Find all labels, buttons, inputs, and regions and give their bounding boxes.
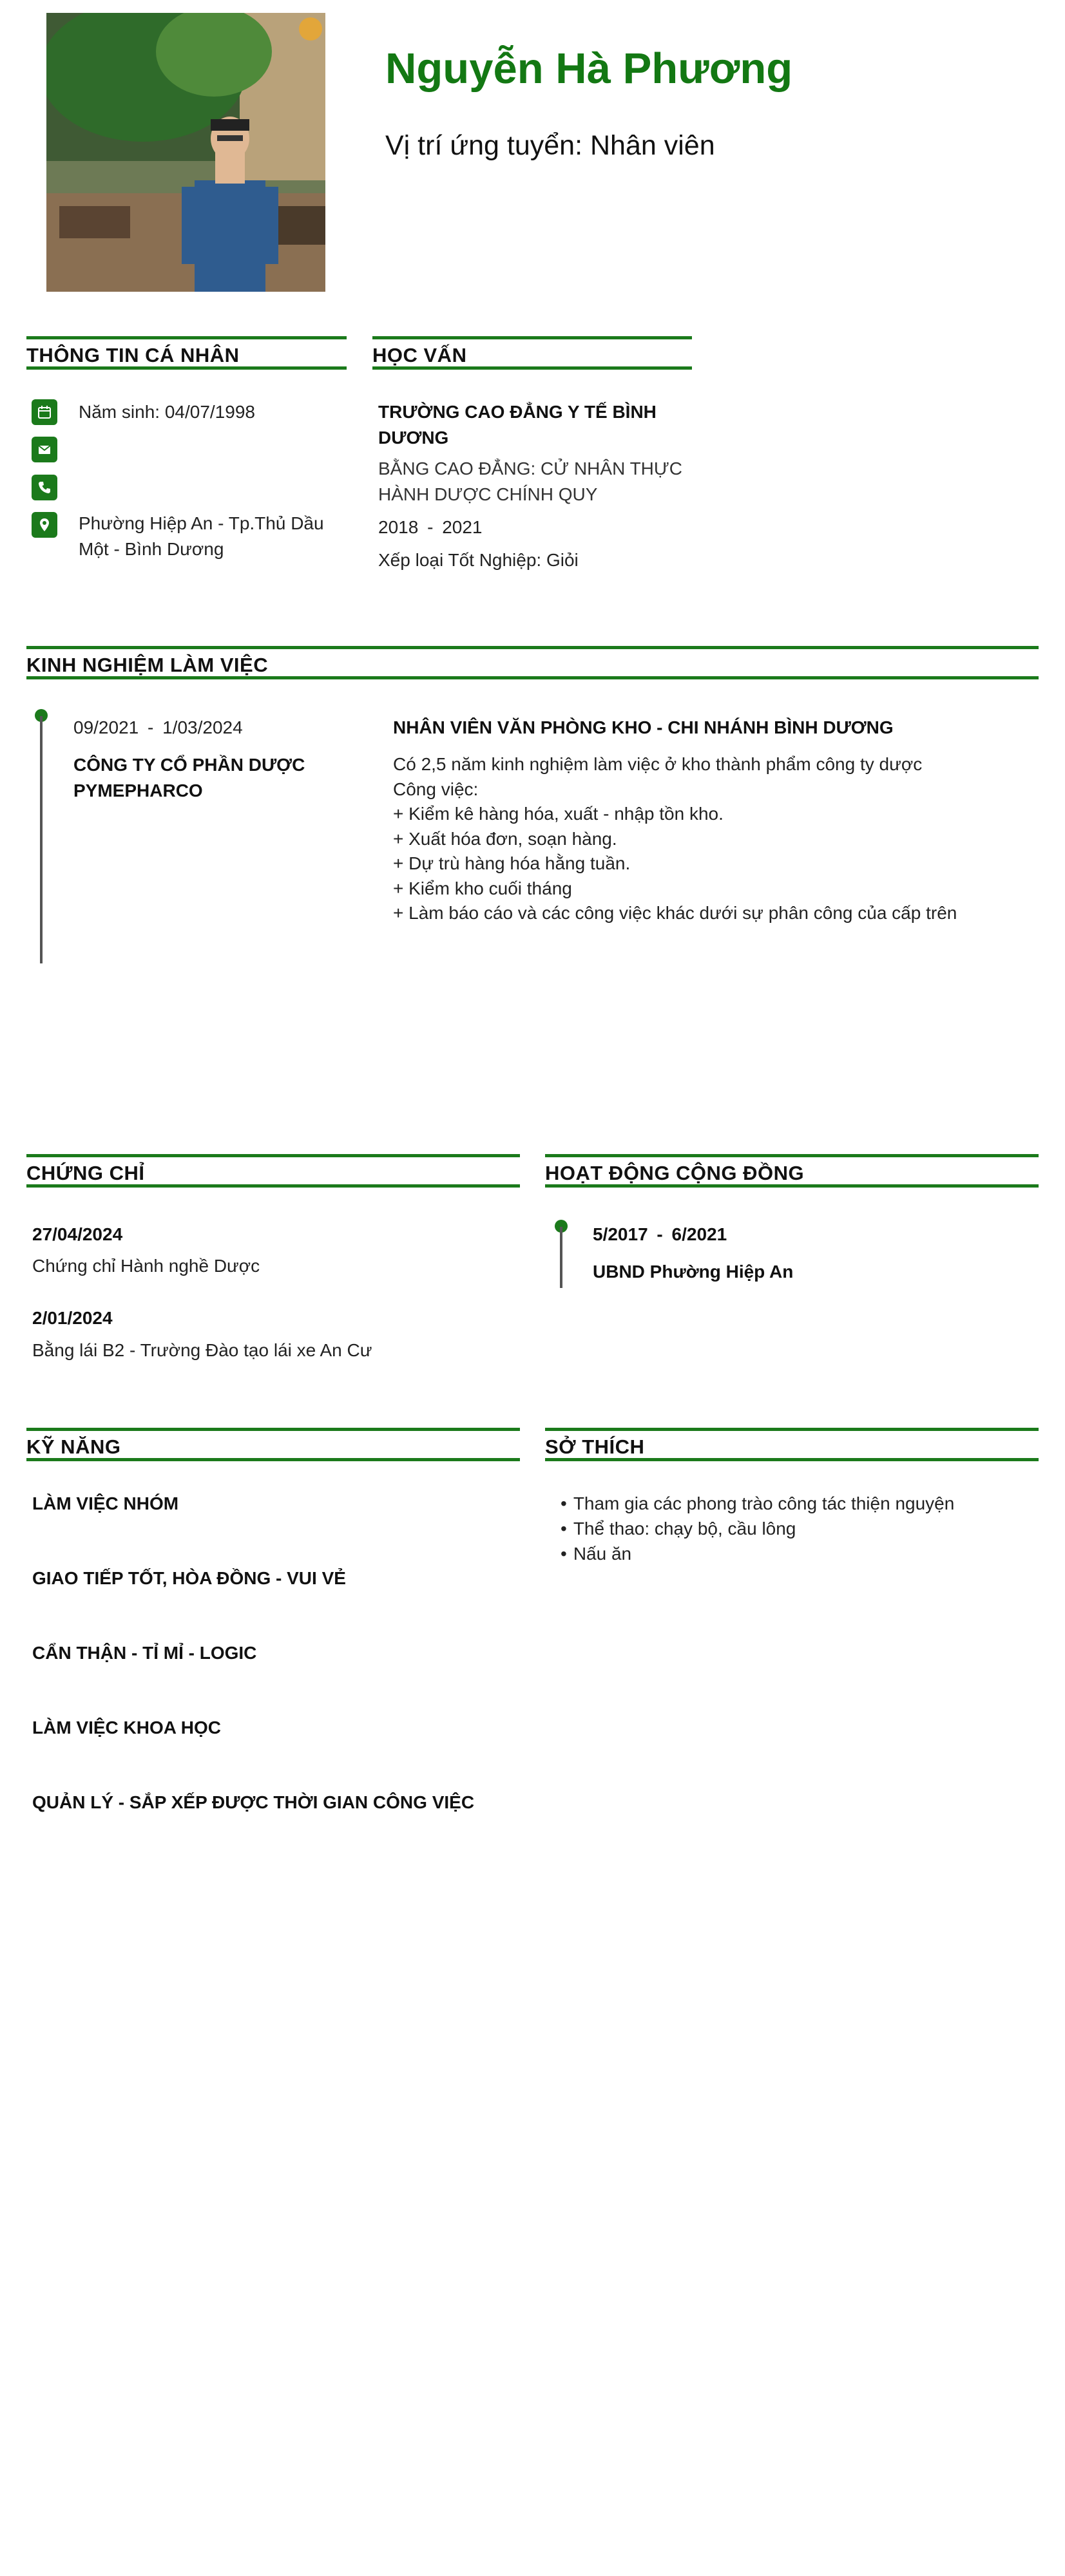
community-section-title: HOẠT ĐỘNG CỘNG ĐỒNG [545,1154,1039,1188]
skill-item: LÀM VIỆC KHOA HỌC [32,1718,221,1738]
education-grade: Xếp loại Tốt Nghiệp: Giỏi [378,550,579,570]
job-detail-line: + Kiểm kê hàng hóa, xuất - nhập tồn kho. [393,804,724,824]
hobby-item [561,1541,954,1566]
experience-end: 1/03/2024 [162,717,243,737]
hobby-item [561,1491,954,1516]
personal-section-title: THÔNG TIN CÁ NHÂN [26,336,347,370]
hobbies-section-title: SỞ THÍCH [545,1428,1039,1461]
job-detail-line: + Làm báo cáo và các công việc khác dưới sự phân công của cấp trên [393,903,957,923]
certificate-date: 2/01/2024 [32,1308,113,1328]
company-line-1: CÔNG TY CỔ PHẦN DƯỢC [73,755,305,775]
degree-line-2: HÀNH DƯỢC CHÍNH QUY [378,484,598,504]
community-period [593,1222,727,1247]
position-line [385,128,715,164]
job-role: NHÂN VIÊN VĂN PHÒNG KHO - CHI NHÁNH BÌNH DƯƠNG [393,717,894,737]
certificate-name: Chứng chỉ Hành nghề Dược [32,1256,260,1276]
job-detail-line: + Kiểm kho cuối tháng [393,878,572,898]
birth-date [79,399,255,425]
community-start: 5/2017 [593,1224,648,1244]
experience-sep: - [148,717,154,737]
birth-label: Năm sinh: [79,402,160,422]
experience-timeline-line [40,716,43,963]
candidate-name: Nguyễn Hà Phương [385,44,793,93]
community-sep: - [657,1224,663,1244]
education-section-title: HỌC VẤN [372,336,692,370]
skill-item: GIAO TIẾP TỐT, HÒA ĐỒNG - VUI VẺ [32,1568,346,1588]
school-line-2: DƯƠNG [378,428,449,448]
education-start: 2018 [378,517,419,537]
address-line-1: Phường Hiệp An - Tp.Thủ Dầu [79,513,324,533]
job-detail-line: Có 2,5 năm kinh nghiệm làm việc ở kho thành phẩm công ty dược [393,754,923,774]
position-value: Nhân viên [590,130,715,161]
position-label: Vị trí ứng tuyển: [385,130,583,161]
job-detail-line: + Xuất hóa đơn, soạn hàng. [393,828,617,849]
skill-item: CẨN THẬN - TỈ MỈ - LOGIC [32,1643,257,1663]
hobby-text: Tham gia các phong trào công tác thiện nguyện [573,1493,955,1513]
birth-value: 04/07/1998 [164,402,255,422]
address [79,511,343,562]
phone-icon [32,475,57,500]
calendar-icon [32,399,57,425]
school-line-1: TRƯỜNG CAO ĐẲNG Y TẾ BÌNH [378,402,657,422]
company-name [73,752,305,804]
degree-line-1: BẰNG CAO ĐẲNG: CỬ NHÂN THỰC [378,459,683,478]
certificate-name: Bằng lái B2 - Trường Đào tạo lái xe An Cư [32,1340,372,1360]
education-end: 2021 [442,517,483,537]
certificate-date: 27/04/2024 [32,1224,123,1244]
hobby-list [561,1491,954,1566]
community-org: UBND Phường Hiệp An [593,1262,794,1282]
job-detail-line: + Dự trù hàng hóa hằng tuần. [393,853,631,873]
job-details [393,752,957,926]
education-sep: - [427,517,434,537]
community-end: 6/2021 [671,1224,727,1244]
education-period [378,515,482,540]
job-detail-line: Công việc: [393,779,479,799]
company-line-2: PYMEPHARCO [73,781,203,800]
hobby-text: Thể thao: chạy bộ, cầu lông [573,1519,796,1539]
experience-period [73,715,243,741]
bullet-icon: • [561,1493,567,1513]
degree [378,456,682,507]
profile-photo [46,13,325,292]
skill-item: LÀM VIỆC NHÓM [32,1493,179,1513]
location-icon [32,512,57,538]
certificates-section-title: CHỨNG CHỈ [26,1154,520,1188]
community-timeline-line [560,1227,562,1288]
address-line-2: Một - Bình Dương [79,539,224,559]
bullet-icon: • [561,1519,567,1539]
hobby-text: Nấu ăn [573,1544,632,1564]
experience-section-title: KINH NGHIỆM LÀM VIỆC [26,646,1039,679]
email-icon [32,437,57,462]
hobby-item [561,1516,954,1541]
skills-section-title: KỸ NĂNG [26,1428,520,1461]
experience-start: 09/2021 [73,717,139,737]
school-name [378,399,657,451]
skill-item: QUẢN LÝ - SẮP XẾP ĐƯỢC THỜI GIAN CÔNG VIỆC [32,1792,475,1812]
bullet-icon: • [561,1544,567,1564]
